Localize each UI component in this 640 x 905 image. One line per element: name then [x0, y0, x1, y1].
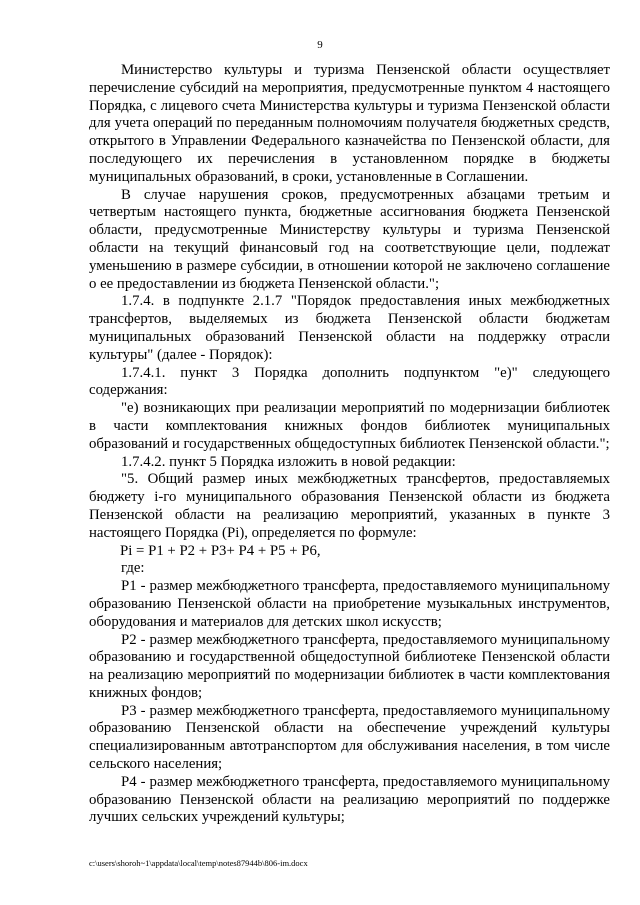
paragraph-where: где:	[121, 560, 145, 577]
paragraph-p4: P4 - размер межбюджетного трансферта, предоставляемого муниципальному образованию Пензенской области на реализацию мероприятий по поддержке лучших сельских учреждений культуры;	[89, 773, 610, 826]
paragraph-p1: P1 - размер межбюджетного трансферта, предоставляемого муниципальному образованию Пензенской области на приобретение музыкальных инструментов, оборудования и материалов для детских школ искусств;	[89, 578, 610, 630]
formula: Pi = P1 + P2 + P3+ P4 + P5 + P6,	[120, 542, 321, 559]
footer-file-path: c:\users\shoroh~1\appdata\local\temp\notes87944b\806-im.docx	[89, 858, 308, 868]
paragraph-1-7-4: 1.7.4. в подпункте 2.1.7 "Порядок предоставления иных межбюджетных трансфертов, выделяемых из бюджета Пензенской области бюджетам муниципальных образований Пензенской области на поддержку отрасли культуры" (далее - Порядок):	[89, 293, 610, 363]
paragraph-p3: P3 - размер межбюджетного трансферта, предоставляемого муниципальному образованию Пензенской области на обеспечение учреждений культуры специализированным автотранспортом для обслуживания населения, в том числе сельского населения;	[89, 702, 610, 773]
paragraph-deadline-violation: В случае нарушения сроков, предусмотренных абзацами третьим и четвертым настоящего пункта, бюджетные ассигнования бюджета Пензенской области, предусмотренные Министерству культуры и туризма Пензенской области на текущий финансовый год на соответствующие цели, подлежат уменьшению в размере субсидии, в отношении которой не заключено соглашение о ее предоставлении из бюджета Пензенской области.";	[89, 186, 610, 292]
paragraph-point-5: "5. Общий размер иных межбюджетных трансфертов, предоставляемых бюджету i-го муниципального образования Пензенской области из бюджета Пензенской области на реализацию мероприятий, указанных в пункте 3 настоящего Порядка (Pi), определяется по формуле:	[89, 471, 610, 541]
page-number: 9	[317, 39, 323, 51]
paragraph-p2: P2 - размер межбюджетного трансферта, предоставляемого муниципальному образованию и государственной общедоступной библиотеке Пензенской области на реализацию мероприятий по модернизации библиотек в части комплектования книжных фондов;	[89, 631, 610, 701]
paragraph-transfer-procedure: Министерство культуры и туризма Пензенской области осуществляет перечисление субсидий на мероприятия, предусмотренные пунктом 4 настоящего Порядка, с лицевого счета Министерства культуры и туризма Пензенской области для учета операций по переданным полномочиям получателя бюджетных средств, открытого в Управлении Федерального казначейства по Пензенской области, для последующего их перечисления в установленном порядке в бюджеты муниципальных образований, в сроки, установленные в Соглашении.	[89, 62, 610, 185]
paragraph-1-7-4-2: 1.7.4.2. пункт 5 Порядка изложить в новой редакции:	[121, 453, 456, 470]
paragraph-subpoint-e: "е) возникающих при реализации мероприятий по модернизации библиотек в части комплектования книжных фондов библиотек муниципальных образований и государственных общедоступных библиотек Пензенской области.";	[89, 400, 610, 452]
document-body	[89, 62, 610, 827]
paragraph-1-7-4-1: 1.7.4.1. пункт 3 Порядка дополнить подпунктом "е)" следующего содержания:	[89, 364, 610, 399]
